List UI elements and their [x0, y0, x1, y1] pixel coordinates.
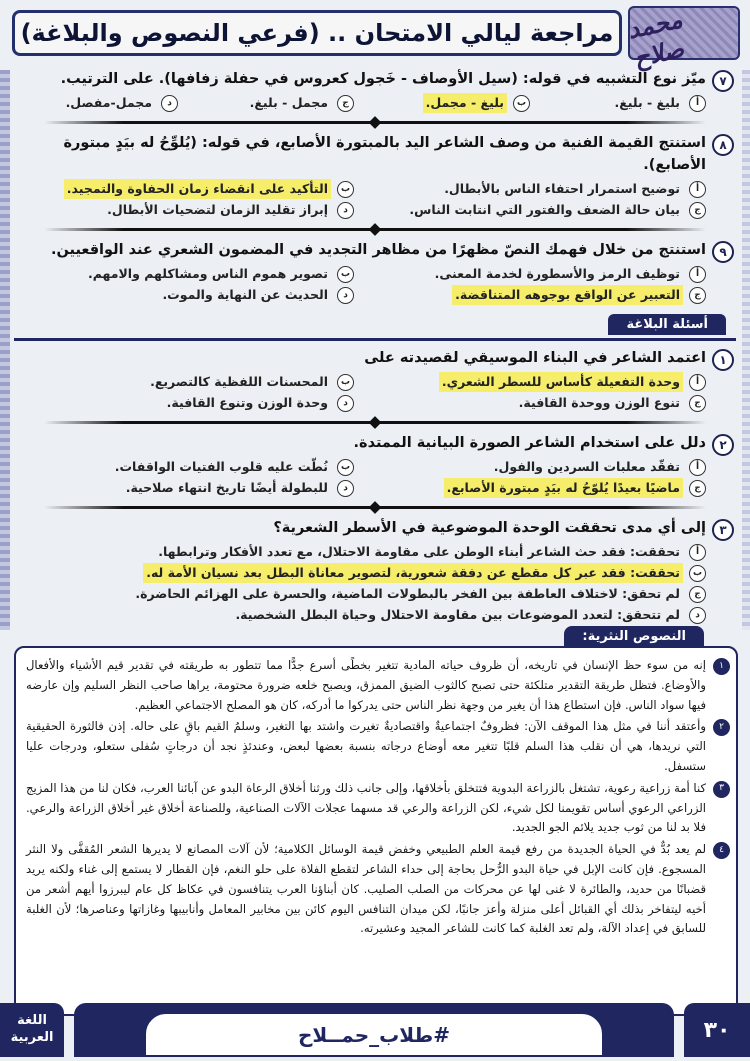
option-b[interactable] — [14, 264, 354, 284]
option-text: مجمل - بليغ. — [249, 95, 328, 110]
question-number: ٧ — [712, 70, 734, 92]
question-8 — [14, 132, 736, 220]
option-text: ماضيًا بعيدًا يُلوّحُ له بيَدٍ مبتورة الأصابع. — [444, 478, 683, 498]
footer-banner — [74, 1003, 674, 1057]
option-a[interactable] — [366, 457, 706, 477]
section-title-prose: النصوص النثرية: — [564, 626, 704, 647]
section-bar — [14, 338, 736, 341]
footer-handle: #طلاب_حمــلاح — [144, 1012, 604, 1057]
option-text: التأكيد على انقضاء زمان الحفاوة والتمجيد. — [64, 179, 331, 199]
option-letter: ب — [337, 266, 354, 283]
option-letter: ب — [513, 95, 530, 112]
option-text: بيان حالة الضعف والفتور التي انتابت الناس. — [409, 202, 680, 217]
questions-area — [14, 68, 736, 633]
logo-signature: محمد صلاح — [625, 4, 687, 73]
section-divider — [44, 121, 706, 124]
answer-options — [14, 179, 706, 220]
option-a[interactable] — [14, 542, 706, 562]
option-a-correct[interactable] — [366, 372, 706, 392]
option-text: إبراز تقليد الزمان لتضحيات الأبطال. — [107, 202, 328, 217]
paragraph-number: ٢ — [713, 719, 730, 736]
option-letter: أ — [689, 544, 706, 561]
option-text: توضيح استمرار احتفاء الناس بالأبطال. — [444, 181, 680, 196]
question-9 — [14, 239, 736, 305]
option-letter: د — [337, 202, 354, 219]
rhetoric-question-3 — [14, 517, 736, 625]
page-number: ٣٠ — [684, 1003, 750, 1057]
paragraph-text: لم يعد بُدٌّ في الحياة الجديدة من رفع قيمة العلم الطبيعي وخفض قيمة الوسائل الكلامية؛ لأن آلات المصانع لا يديرها الشعر المُقفَّى ولا النثر المسجوع. فإن كانت الإبل في حياة البدو الرُّحل بحاجة إلى حداء الشاعر لتقطع الفلاة على حلو النغم، فإن القطار لا يستمع إلى غناء ولكنه يريد قضبانًا من حديد، والطائرة لا غنى لها عن محركات من الصلب الصليب. كان أبناؤنا العرب يتنافسون في عكاظ كل عام ليبرزوا أيهم أشعر من أخيه ليتفاخر بذلك أي القبائل أعلى منزلة وأعز جانبًا، لكن ميدان التنافس اليوم كائن بين مخابير المعامل وأنابيبها وغازاتها وعناصرها؛ لأن الغلبة للسابق في إعداد الآلة، ولم تعد الغلبة كما كانت للشاعر المجيد وعشيرته. — [26, 842, 706, 936]
answer-options — [14, 264, 706, 305]
option-text: وحدة التفعيلة كأساس للسطر الشعري. — [439, 372, 683, 392]
page-footer — [0, 1003, 750, 1057]
option-letter: د — [689, 607, 706, 624]
option-letter: د — [337, 287, 354, 304]
option-text: التعبير عن الواقع بوجوهه المتناقضة. — [452, 285, 683, 305]
option-text: تحققت: فقد عبر كل مقطع عن دفقة شعورية، لتصوير معاناة البطل بعد نسيان الأمة له. — [143, 563, 683, 583]
question-text: استنتج من خلال فهمك النصّ مظهرًا من مظاهر التجديد في المضمون الشعري عند الواقعيين. — [50, 242, 706, 258]
prose-paragraph-2 — [26, 717, 724, 776]
option-letter: ب — [337, 374, 354, 391]
option-d[interactable] — [14, 200, 354, 220]
option-text: وحدة الوزن وتنوع القافية. — [166, 395, 328, 410]
option-letter: أ — [689, 95, 706, 112]
option-letter: ج — [689, 395, 706, 412]
prose-box — [14, 646, 738, 1016]
option-d[interactable] — [14, 393, 354, 413]
section-divider — [44, 228, 706, 231]
option-text: بليغ - بليغ. — [614, 95, 680, 110]
option-c[interactable] — [190, 93, 354, 113]
option-text: للبطولة أيضًا تاريخ انتهاء صلاحية. — [125, 480, 328, 495]
paragraph-number: ٤ — [713, 842, 730, 859]
option-letter: ب — [337, 181, 354, 198]
question-7 — [14, 68, 736, 113]
prose-paragraph-3 — [26, 779, 724, 838]
option-letter: أ — [689, 459, 706, 476]
paragraph-text: إنه من سوء حظ الإنسان في تاريخه، أن ظروف حياته المادية تتغير بخطًى أسرع جدًّا مما تتطور به طريقته في تقدير قيم الأشياء والأفعال والأوضاع. فتظل طريقة التقدير متلكئة حتى تصبح كالثوب الضيق الممزق، ويصبح خلعه ضرورة محتومة، يراها صاحب النظر السليم وإن عارضه فيها سواد الناس. فإن استطاع هذا أن يغير من وجهة نظر الناس حتى يدركوا ما أدركه، كان هو المصلح الاجتماعي العظيم. — [26, 658, 706, 712]
question-number: ٢ — [712, 434, 734, 456]
answer-options — [14, 93, 706, 113]
question-text: ميّز نوع التشبيه في قوله: (سيل الأوصاف - خَجول كعروس في حفلة زفافها). على الترتيب. — [60, 71, 706, 87]
option-text: تفقّد معلبات السردين والفول. — [493, 459, 680, 474]
option-text: بليغ - مجمل. — [423, 93, 507, 113]
option-letter: أ — [689, 374, 706, 391]
option-c-correct[interactable] — [366, 478, 706, 498]
question-text: استنتج القيمة الفنية من وصف الشاعر اليد بالمبتورة الأصابع، في قوله: (يُلوِّحُ له بيَدٍ مبتورة الأصابع). — [63, 135, 706, 173]
option-d[interactable] — [14, 93, 178, 113]
option-b[interactable] — [14, 457, 354, 477]
section-divider — [44, 506, 706, 509]
option-c[interactable] — [366, 393, 706, 413]
question-text: إلى أي مدى تحققت الوحدة الموضوعية في الأسطر الشعرية؟ — [273, 520, 706, 536]
paragraph-number: ٣ — [713, 781, 730, 798]
option-text: الحديث عن النهاية والموت. — [162, 287, 328, 302]
right-decorative-strip — [742, 70, 750, 630]
option-letter: ب — [337, 459, 354, 476]
option-c[interactable] — [366, 200, 706, 220]
option-b-correct[interactable] — [14, 563, 706, 583]
question-number: ١ — [712, 349, 734, 371]
option-text: مجمل-مفصل. — [65, 95, 152, 110]
section-divider — [44, 421, 706, 424]
left-decorative-strip — [0, 70, 10, 630]
paragraph-number: ١ — [713, 658, 730, 675]
option-letter: ب — [689, 565, 706, 582]
author-logo — [625, 4, 740, 73]
question-number: ٨ — [712, 134, 734, 156]
option-b[interactable] — [14, 372, 354, 392]
title-banner — [12, 10, 622, 56]
option-letter: ج — [689, 202, 706, 219]
answer-options — [14, 372, 706, 413]
answer-options — [14, 457, 706, 498]
option-letter: أ — [689, 266, 706, 283]
option-b-correct[interactable] — [14, 179, 354, 199]
page-title: مراجعة ليالي الامتحان .. (فرعي النصوص والبلاغة) — [20, 19, 614, 47]
option-letter: ج — [689, 586, 706, 603]
option-letter: ج — [337, 95, 354, 112]
option-letter: ج — [689, 480, 706, 497]
option-c[interactable] — [14, 584, 706, 604]
option-d[interactable] — [14, 605, 706, 625]
option-letter: د — [161, 95, 178, 112]
option-text: لم تتحقق: لتعدد الموضوعات بين مقاومة الاحتلال وحياة البطل الشخصية. — [235, 607, 680, 622]
option-text: تحققت: فقد حث الشاعر أبناء الوطن على مقاومة الاحتلال، مع تعدد الأفكار وترابطها. — [158, 544, 680, 559]
option-letter: أ — [689, 181, 706, 198]
option-letter: ج — [689, 287, 706, 304]
option-text: نُطّت عليه قلوب الفتيات الواقفات. — [114, 459, 328, 474]
option-a[interactable] — [542, 93, 706, 113]
question-number: ٩ — [712, 241, 734, 263]
question-text: اعتمد الشاعر في البناء الموسيقي لقصيدته على — [364, 350, 706, 366]
option-text: المحسنات اللفظية كالتصريع. — [150, 374, 328, 389]
option-text: لم تحقق: لاختلاف العاطفة بين الفخر بالبطولات الماضية، والحسرة على الهزائم الحاضرة. — [135, 586, 680, 601]
question-text: دلل على استخدام الشاعر الصورة البيانية الممتدة. — [353, 435, 706, 451]
subject-label: اللغة العربية — [0, 1003, 64, 1057]
option-text: توظيف الرمز والأسطورة لخدمة المعنى. — [434, 266, 680, 281]
option-d[interactable] — [14, 285, 354, 305]
prose-paragraph-4 — [26, 840, 724, 939]
option-text: تنوع الوزن ووحدة القافية. — [518, 395, 680, 410]
option-letter: د — [337, 480, 354, 497]
option-c-correct[interactable] — [366, 285, 706, 305]
answer-options — [14, 542, 706, 625]
option-letter: د — [337, 395, 354, 412]
paragraph-text: وأعتقد أننا في مثل هذا الموقف الآن: فظروفٌ اجتماعيةٌ واقتصاديةٌ تغيرت واشتد بها التغير، وسلمُ القيم باقٍ على حاله. إذن فالثورة الحقيقية التي نريدها، هي أن نقلب هذا السلم قلبًا تتغير معه أوضاع درجاته بنسبة بعضها لبعض، وعندئذٍ نجد أن درجاتٍ سُفلى ستعلو، ودرجات عليا ستسفل. — [26, 719, 706, 773]
option-d[interactable] — [14, 478, 354, 498]
prose-paragraph-1 — [26, 656, 724, 715]
rhetoric-section — [14, 313, 736, 625]
option-b-correct[interactable] — [366, 93, 530, 113]
section-title-rhetoric: أسئلة البلاغة — [608, 314, 726, 335]
page-header — [12, 4, 740, 73]
option-text: تصوير هموم الناس ومشاكلهم والامهم. — [87, 266, 328, 281]
rhetoric-question-2 — [14, 432, 736, 498]
option-a[interactable] — [366, 264, 706, 284]
option-a[interactable] — [366, 179, 706, 199]
paragraph-text: كنا أمة زراعية رعوية، تشتغل بالزراعة البدوية فتتخلق بأخلاقها، وإلى جانب ذلك ورثنا أخلاق الرعاة البدو عن آبائنا العرب، فكان لنا من هذا المزيج الزراعي الرعوي أساس تقويمنا لكل شيء، لكن الزراعة والرعي قد مسهما عجلات الآلات الصناعية، وللصناعة أخلاق غير أخلاق الزراعة والرعي. فلا بد لنا من ثوب جديد يلائم الجو الجديد. — [26, 780, 706, 835]
question-number: ٣ — [712, 519, 734, 541]
rhetoric-question-1 — [14, 347, 736, 413]
